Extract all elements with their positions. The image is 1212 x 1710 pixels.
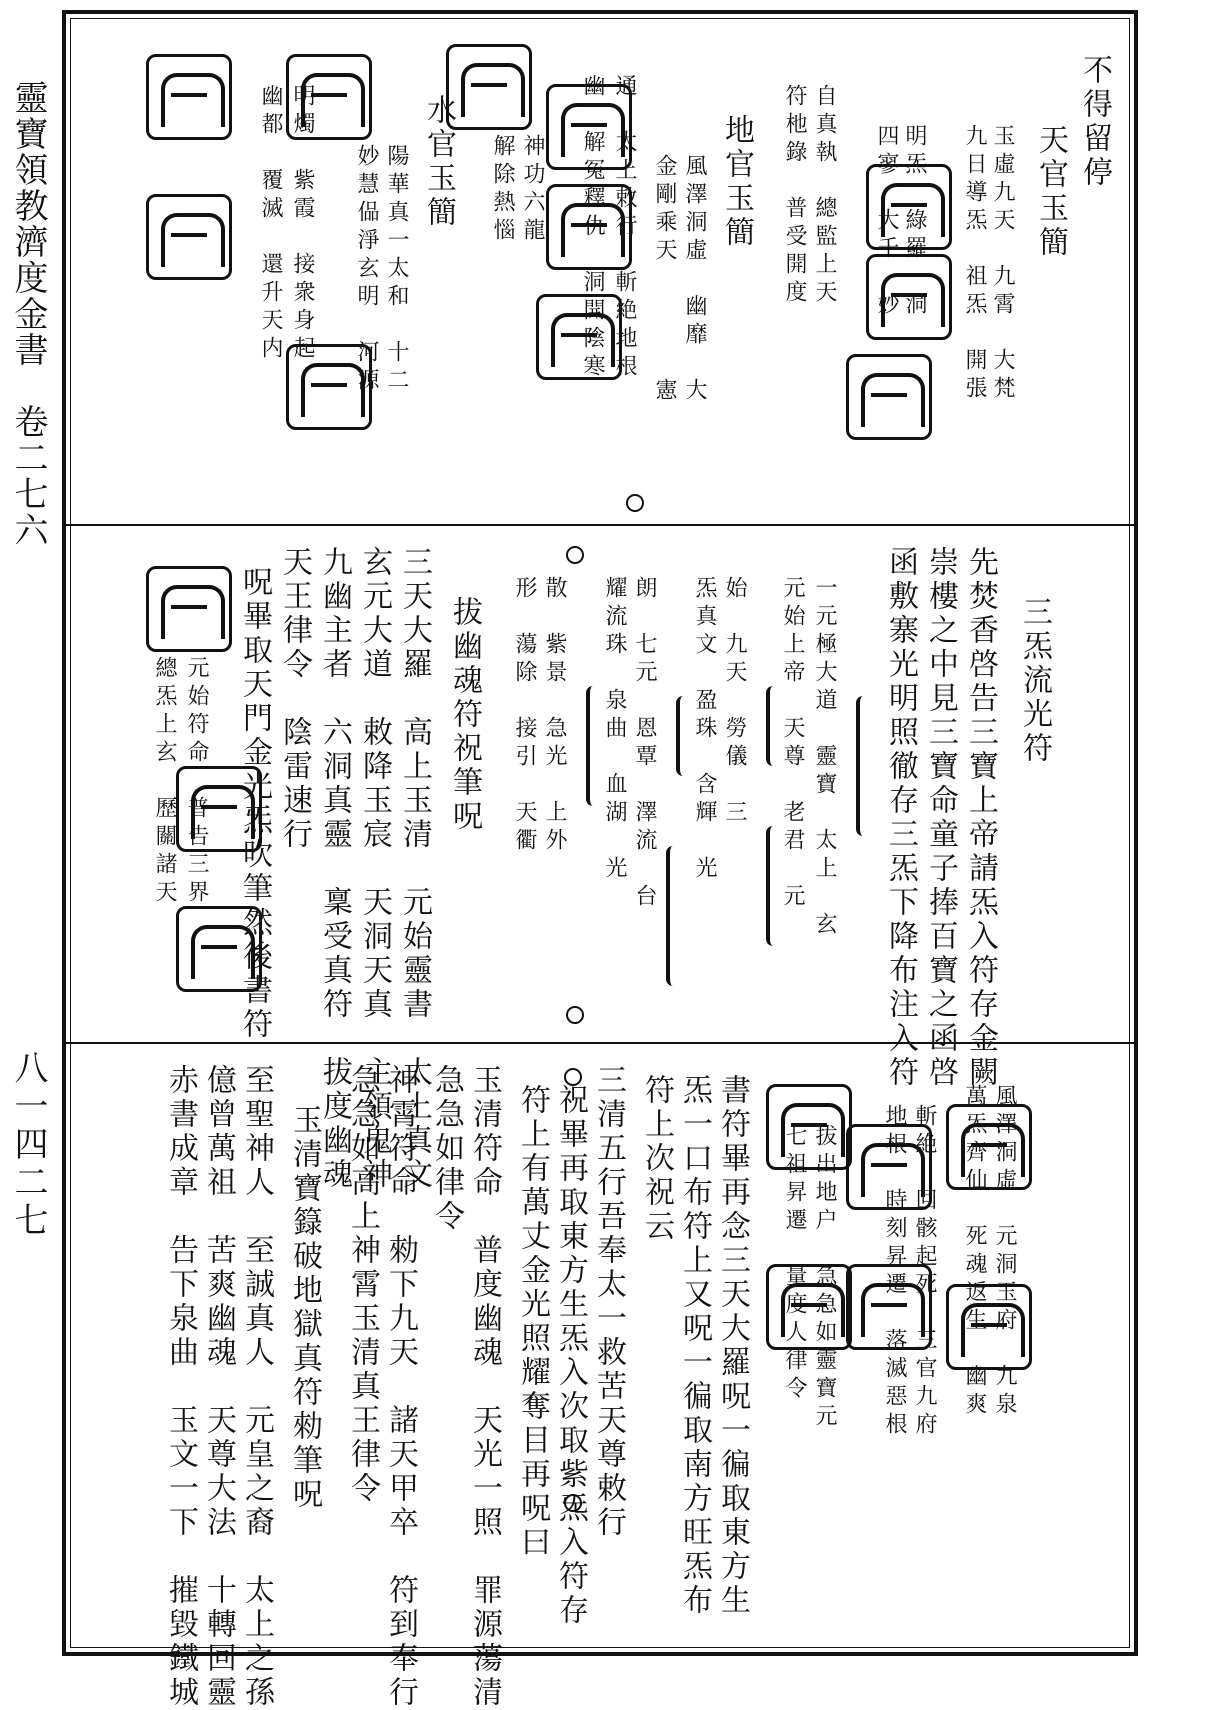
text-column: 明炁 綠羅 洞: [902, 124, 927, 320]
text-column: 不得留停: [1077, 54, 1112, 190]
talisman-stroke-glyph: [586, 686, 600, 806]
text-column: 七祖昇遷 量度人律令: [782, 1124, 807, 1404]
text-column: 先焚香啓告三寶上帝請炁入符存金闕: [963, 546, 998, 1090]
panel-upper: [66, 14, 1134, 522]
text-column: 金剛乘天 憲: [652, 154, 677, 406]
text-column: 三天大羅 高上玉清 元始靈書 太上真文: [397, 546, 432, 1192]
text-column: 形 蕩除 接引 天衢: [512, 576, 537, 856]
talisman-seal-glyph: [866, 164, 952, 250]
punctuation-circle-icon: [626, 494, 644, 512]
punctuation-circle-icon: [566, 546, 584, 564]
text-column: 拔出地户 急急如靈寶元: [812, 1124, 837, 1432]
text-column: 元始上帝 天尊 老君 元: [780, 576, 805, 912]
text-column: 地根 時刻昇遷 落滅惡根: [882, 1104, 907, 1440]
text-column: 天王律令 陰雷速行: [277, 546, 312, 852]
text-column: 耀流珠 泉曲 血湖 光: [602, 576, 627, 884]
text-column: 至聖神人 至誠真人 元皇之裔 太上之孫: [239, 1064, 274, 1710]
text-column: 玉清符命 普度幽魂 天光一照 罪源蕩清: [467, 1064, 502, 1710]
text-column: 億曾萬祖 苦爽幽魂 天尊大法 十轉回靈: [201, 1064, 236, 1710]
talisman-seal-glyph: [546, 184, 632, 270]
text-column: 急急如高上神霄玉清真王律令: [345, 1064, 380, 1506]
text-column: 玄元大道 敕降玉宸 天洞天真 主領鬼神: [357, 546, 392, 1192]
talisman-seal-glyph: [176, 766, 262, 852]
text-column: 急急如律令: [429, 1064, 464, 1234]
talisman-seal-glyph: [536, 294, 622, 380]
talisman-seal-glyph: [146, 566, 232, 652]
talisman-seal-glyph: [546, 84, 632, 170]
panel-lower: [66, 1042, 1134, 1710]
page-number: 八一四二七: [8, 1050, 48, 1240]
text-column: 炁一口布符上又呪一徧取南方旺炁布: [677, 1074, 712, 1618]
text-column: 斬絶 回骸起死 三官九府: [912, 1104, 937, 1440]
punctuation-circle-icon: [566, 1006, 584, 1024]
text-column: 神功六龍: [520, 134, 545, 246]
talisman-seal-glyph: [846, 354, 932, 440]
text-column: 陽華真一太和 十二: [384, 144, 409, 396]
talisman-stroke-glyph: [766, 826, 780, 946]
text-column: 函敷寨光明照徹存三炁下降布注入符: [883, 546, 918, 1090]
text-column: 幽 解冤釋仇 洞開陰寒: [580, 74, 605, 382]
text-column: 幽都 覆滅 還升天内: [258, 84, 283, 364]
talisman-stroke-glyph: [666, 846, 680, 986]
text-column: 自真執 總監上天: [812, 84, 837, 308]
talisman-seal-glyph: [846, 1124, 932, 1210]
text-column: 三清五行吾奉太一救苦天尊敕行: [591, 1064, 626, 1540]
talisman-seal-glyph: [286, 344, 372, 430]
talisman-seal-glyph: [866, 254, 952, 340]
text-column: 符杝錄 普受開度: [782, 84, 807, 308]
talisman-seal-glyph: [846, 1264, 932, 1350]
text-column: 神霄符命 勑下九天 諸天甲卒 符到奉行: [383, 1064, 418, 1710]
text-column: 祝畢再取東方生炁入次取紫炁入符存: [553, 1084, 588, 1628]
section-heading: 三炁流光符: [1017, 596, 1052, 766]
text-column: 解除熱惱: [490, 134, 515, 246]
text-column: 符上次祝云: [639, 1074, 674, 1244]
text-column: 明燭 紫霞 接衆身起: [290, 84, 315, 364]
text-column: 通 太上敕行 斬絶地根: [612, 74, 637, 382]
text-column: 始 九天 勞儀 三: [722, 576, 747, 828]
talisman-stroke-glyph: [766, 686, 780, 766]
talisman-stroke-glyph: [676, 696, 690, 776]
talisman-seal-glyph: [146, 54, 232, 140]
text-column: 散 紫景 急光 上外: [542, 576, 567, 856]
talisman-seal-glyph: [286, 54, 372, 140]
section-heading: 地官玉簡: [719, 114, 754, 250]
text-column: 總炁上玄 歷關諸天: [152, 656, 177, 908]
talisman-seal-glyph: [946, 1104, 1032, 1190]
talisman-seal-glyph: [176, 906, 262, 992]
text-column: 九日導炁 祖炁 開張: [962, 124, 987, 404]
talisman-seal-glyph: [446, 44, 532, 130]
punctuation-circle-icon: [564, 1494, 582, 1512]
section-heading: 玉清寶籙破地獄真符勑筆呪: [287, 1104, 322, 1512]
text-column: 書符畢再念三天大羅呪一徧取東方生: [715, 1074, 750, 1618]
text-column: 炁真文 盈珠 含輝 光: [692, 576, 717, 884]
text-column: 朗 七元 恩覃 澤流 台: [632, 576, 657, 912]
text-column: 崇樓之中見三寶命童子捧百寶之函啓: [923, 546, 958, 1090]
talisman-seal-glyph: [766, 1264, 852, 1350]
text-column: 元始符命 普告三界: [184, 656, 209, 908]
text-column: 九幽主者 六洞真靈 稟受真符 拔度幽魂: [317, 546, 352, 1192]
talisman-seal-glyph: [946, 1284, 1032, 1370]
punctuation-circle-icon: [564, 1068, 582, 1086]
section-heading: 天官玉簡: [1033, 124, 1068, 260]
section-heading: 水官玉簡: [421, 94, 456, 230]
text-column: 玉虛九天 九霄 大梵: [990, 124, 1015, 404]
text-column: 風澤洞虛 元洞玉府 九泉: [992, 1084, 1017, 1420]
text-column: 呪畢取天門金光炁吹筆然後書符: [237, 566, 272, 1042]
talisman-stroke-glyph: [856, 696, 870, 836]
text-column: 符上有萬丈金光照耀奪目再呪曰: [515, 1084, 550, 1560]
text-column: 一元極大道 靈寶 太上 玄: [812, 576, 837, 940]
text-column: 四寥 大千 妙: [874, 124, 899, 320]
book-title: 靈寶領教濟度金書 卷二七六: [8, 80, 48, 548]
text-column: 妙慧偘淨玄明 河源: [354, 144, 379, 396]
talisman-seal-glyph: [146, 194, 232, 280]
section-heading: 拔幽魂符祝筆呪: [447, 596, 482, 834]
text-column: 風澤洞虛 幽靡 大: [682, 154, 707, 406]
text-column: 赤書成章 告下泉曲 玉文一下 摧毀鐵城: [163, 1064, 198, 1710]
text-column: 萬炁齊仙 死魂返生 幽爽: [962, 1084, 987, 1420]
talisman-seal-glyph: [766, 1084, 852, 1170]
